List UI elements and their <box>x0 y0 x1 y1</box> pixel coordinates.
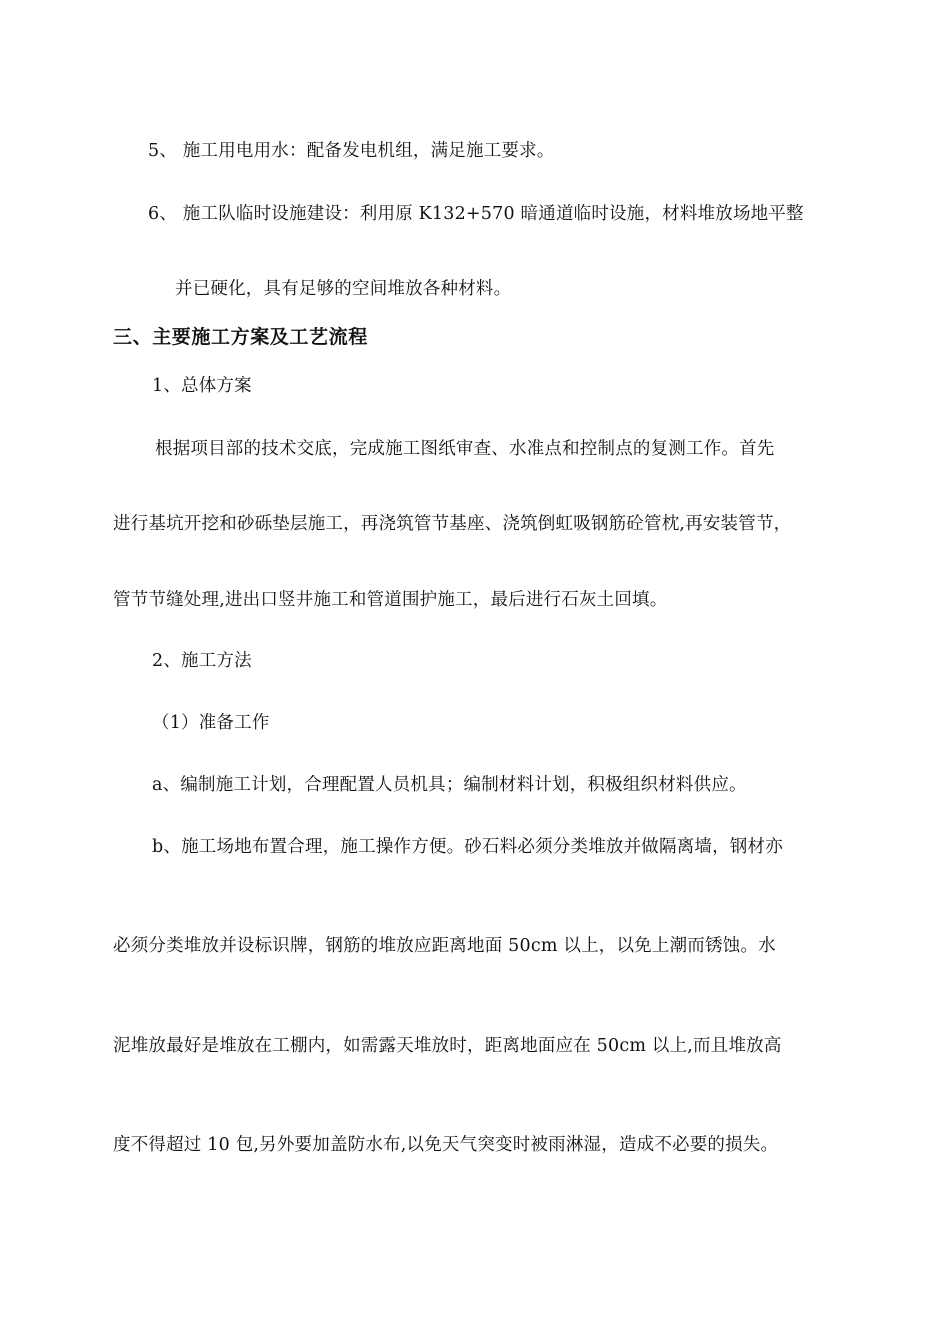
subsection-1-title: 1、总体方案 <box>152 376 252 396</box>
overall-plan-line-3: 管节节缝处理,进出口竖井施工和管道围护施工，最后进行石灰土回填。 <box>113 590 668 610</box>
overall-plan-line-1: 根据项目部的技术交底，完成施工图纸审查、水准点和控制点的复测工作。首先 <box>155 439 775 459</box>
section-3-heading: 三、主要施工方案及工艺流程 <box>113 326 368 348</box>
preparation-title: （1）准备工作 <box>152 713 270 733</box>
item-5-power-water: 5、 施工用电用水：配备发电机组，满足施工要求。 <box>148 141 555 161</box>
item-b-line-3: 泥堆放最好是堆放在工棚内，如需露天堆放时，距离地面应在 50cm 以上,而且堆放高 <box>113 1036 782 1056</box>
item-a: a、编制施工计划，合理配置人员机具；编制材料计划，积极组织材料供应。 <box>152 775 747 795</box>
item-b-line-2: 必须分类堆放并设标识牌，钢筋的堆放应距离地面 50cm 以上，以免上潮而锈蚀。水 <box>113 936 776 956</box>
item-6-continuation: 并已硬化，具有足够的空间堆放各种材料。 <box>175 279 512 299</box>
item-b-line-1: b、施工场地布置合理，施工操作方便。砂石料必须分类堆放并做隔离墙，钢材亦 <box>152 837 783 857</box>
subsection-2-title: 2、施工方法 <box>152 651 252 671</box>
item-6-temporary-facilities: 6、 施工队临时设施建设：利用原 K132+570 暗通道临时设施，材料堆放场地平整 <box>148 204 804 224</box>
item-b-line-4: 度不得超过 10 包,另外要加盖防水布,以免天气突变时被雨淋湿，造成不必要的损失。 <box>113 1135 779 1155</box>
overall-plan-line-2: 进行基坑开挖和砂砾垫层施工，再浇筑管节基座、浇筑倒虹吸钢筋砼管枕,再安装管节， <box>113 514 792 534</box>
